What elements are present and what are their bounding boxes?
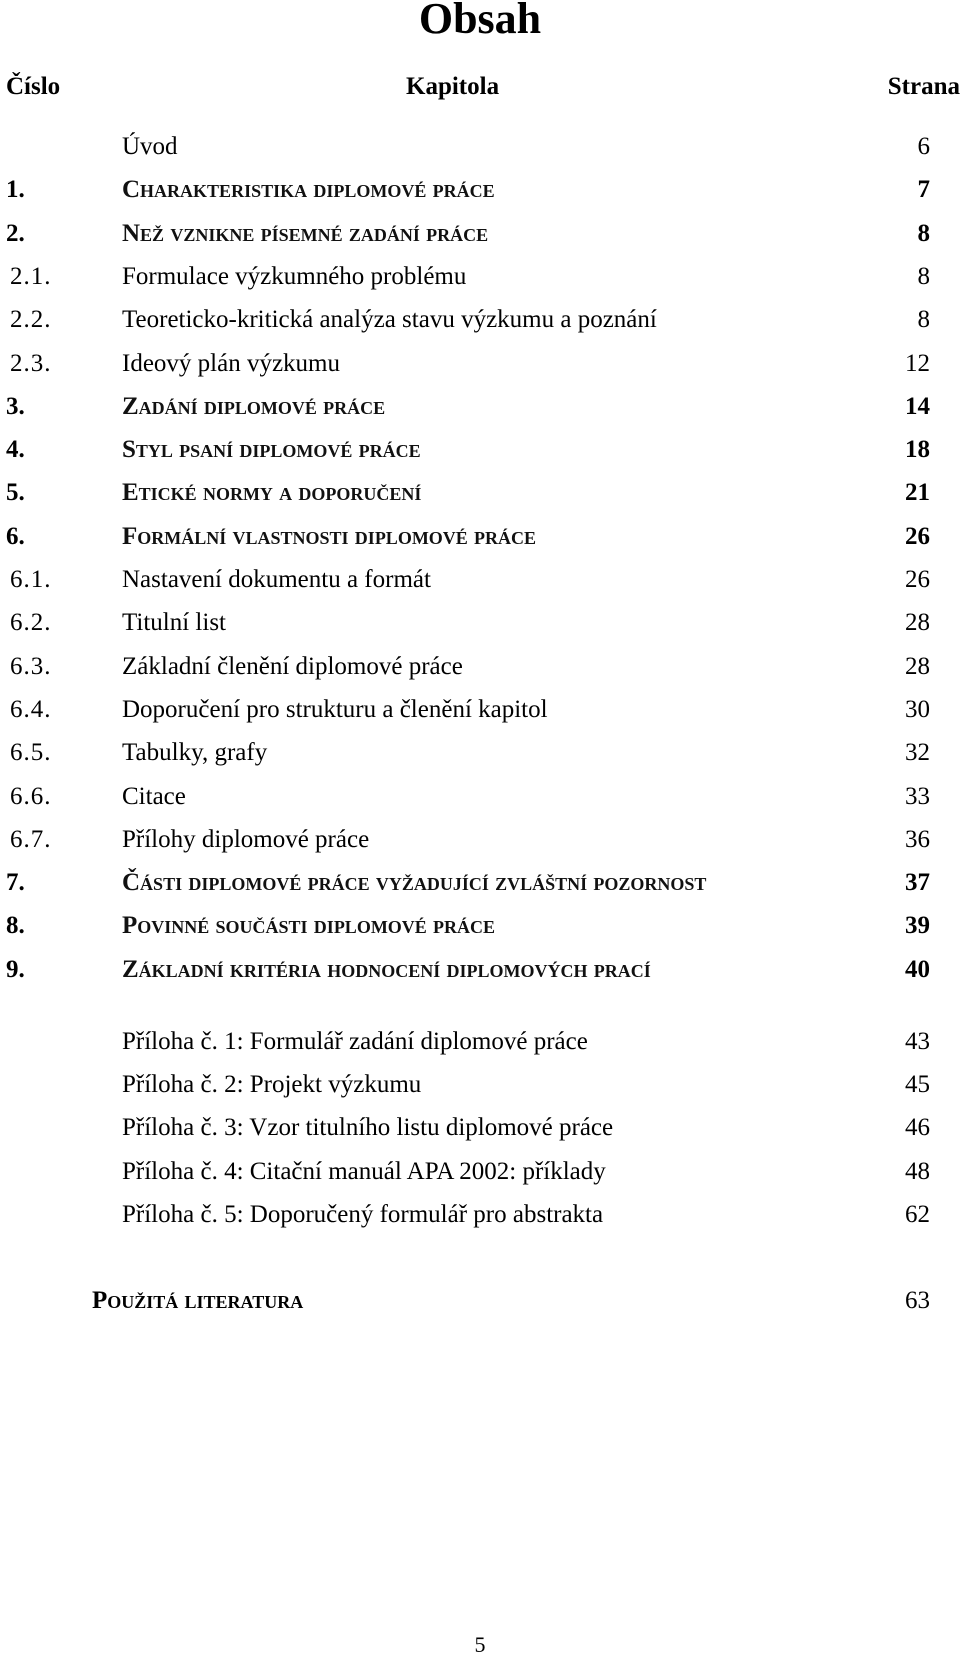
toc-entry-number: 6.6. bbox=[10, 783, 52, 810]
toc-entry-title: Než vznikne písemné zadání práce bbox=[122, 220, 489, 247]
toc-entry[interactable] bbox=[0, 522, 960, 560]
toc-entry[interactable] bbox=[0, 652, 960, 690]
toc-entry-page: 30 bbox=[905, 696, 930, 723]
toc-entry-title: Charakteristika diplomové práce bbox=[122, 176, 495, 203]
toc-entry-page: 8 bbox=[917, 263, 930, 290]
toc-entry-title: Zadání diplomové práce bbox=[122, 393, 386, 420]
toc-entry-title: Citace bbox=[122, 783, 186, 810]
toc-entry-number: 6. bbox=[6, 523, 25, 550]
toc-entry[interactable] bbox=[0, 955, 960, 993]
toc-entry-page: 28 bbox=[905, 653, 930, 680]
toc-entry[interactable] bbox=[0, 219, 960, 257]
toc-entry-title: Úvod bbox=[122, 133, 178, 160]
toc-entry-number: 2. bbox=[6, 220, 25, 247]
toc-entry-title: Nastavení dokumentu a formát bbox=[122, 566, 431, 593]
toc-entry-page: 48 bbox=[905, 1158, 930, 1185]
toc-entry[interactable] bbox=[0, 911, 960, 949]
toc-entry[interactable] bbox=[0, 392, 960, 430]
toc-entry-number: 2.2. bbox=[10, 306, 52, 333]
toc-entry-title: Formální vlastnosti diplomové práce bbox=[122, 523, 537, 550]
toc-entry-title: Části diplomové práce vyžadující zvláštní pozornost bbox=[122, 869, 707, 896]
toc-entry[interactable] bbox=[0, 738, 960, 776]
toc-entry[interactable] bbox=[0, 1113, 960, 1151]
toc-entry-page: 8 bbox=[917, 220, 930, 247]
toc-entry-page: 32 bbox=[905, 739, 930, 766]
toc-entry[interactable] bbox=[0, 695, 960, 733]
toc-entry-title: Použitá literatura bbox=[92, 1287, 304, 1314]
toc-entry-number: 2.1. bbox=[10, 263, 52, 290]
toc-entry-title: Teoreticko-kritická analýza stavu výzkumu a poznání bbox=[122, 306, 657, 333]
toc-entry[interactable] bbox=[0, 132, 960, 170]
toc-entry[interactable] bbox=[0, 349, 960, 387]
toc-entry-page: 43 bbox=[905, 1028, 930, 1055]
toc-entry-page: 46 bbox=[905, 1114, 930, 1141]
toc-entry[interactable] bbox=[0, 262, 960, 300]
toc-entry-number: 6.1. bbox=[10, 566, 52, 593]
toc-entry-number: 5. bbox=[6, 479, 25, 506]
toc-entry-title: Příloha č. 3: Vzor titulního listu diplomové práce bbox=[122, 1114, 614, 1141]
toc-entry-title: Příloha č. 1: Formulář zadání diplomové práce bbox=[122, 1028, 588, 1055]
toc-entry-number: 1. bbox=[6, 176, 25, 203]
toc-entry-title: Příloha č. 2: Projekt výzkumu bbox=[122, 1071, 422, 1098]
toc-entry-page: 62 bbox=[905, 1201, 930, 1228]
toc-entry[interactable] bbox=[0, 478, 960, 516]
toc-entry[interactable] bbox=[0, 1200, 960, 1238]
toc-entry[interactable] bbox=[0, 608, 960, 646]
toc-entry-page: 6 bbox=[917, 133, 930, 160]
toc-entry-page: 40 bbox=[905, 956, 930, 983]
toc-entry-title: Etické normy a doporučení bbox=[122, 479, 422, 506]
toc-entry[interactable] bbox=[0, 868, 960, 906]
toc-entry-page: 14 bbox=[905, 393, 930, 420]
toc-entry-title: Styl psaní diplomové práce bbox=[122, 436, 421, 463]
toc-entry-title: Základní členění diplomové práce bbox=[122, 653, 463, 680]
toc-entry-page: 18 bbox=[905, 436, 930, 463]
header-chapter: Kapitola bbox=[406, 73, 500, 100]
toc-entry-page: 33 bbox=[905, 783, 930, 810]
toc-entry-title: Ideový plán výzkumu bbox=[122, 350, 341, 377]
toc-entry-number: 6.3. bbox=[10, 653, 52, 680]
toc-entry-page: 37 bbox=[905, 869, 930, 896]
toc-entry[interactable] bbox=[0, 175, 960, 213]
toc-entry-page: 63 bbox=[905, 1287, 930, 1314]
toc-entry-page: 8 bbox=[917, 306, 930, 333]
toc-entry-page: 26 bbox=[905, 523, 930, 550]
toc-entry-page: 28 bbox=[905, 609, 930, 636]
toc-entry-page: 45 bbox=[905, 1071, 930, 1098]
toc-entry-number: 9. bbox=[6, 956, 25, 983]
toc-entry[interactable] bbox=[0, 1027, 960, 1065]
toc-entry-title: Titulní list bbox=[122, 609, 226, 636]
toc-entry[interactable] bbox=[0, 825, 960, 863]
toc-entry-number: 4. bbox=[6, 436, 25, 463]
toc-entry-title: Příloha č. 4: Citační manuál APA 2002: příklady bbox=[122, 1158, 606, 1185]
toc-entry-number: 8. bbox=[6, 912, 25, 939]
toc-entry-number: 2.3. bbox=[10, 350, 52, 377]
toc-entry-number: 6.4. bbox=[10, 696, 52, 723]
toc-entry-title: Tabulky, grafy bbox=[122, 739, 268, 766]
page-title: Obsah bbox=[418, 0, 542, 43]
toc-entry-page: 21 bbox=[905, 479, 930, 506]
toc-entry[interactable] bbox=[0, 782, 960, 820]
toc-entry-page: 36 bbox=[905, 826, 930, 853]
toc-entry[interactable] bbox=[0, 305, 960, 343]
toc-entry[interactable] bbox=[0, 565, 960, 603]
toc-entry-number: 6.2. bbox=[10, 609, 52, 636]
toc-entry-number: 6.5. bbox=[10, 739, 52, 766]
toc-entry-title: Příloha č. 5: Doporučený formulář pro abstrakta bbox=[122, 1201, 604, 1228]
toc-entry-number: 7. bbox=[6, 869, 25, 896]
header-page: Strana bbox=[887, 73, 960, 100]
header-number: Číslo bbox=[6, 73, 61, 100]
toc-entry[interactable] bbox=[0, 1070, 960, 1108]
toc-entry-title: Doporučení pro strukturu a členění kapitol bbox=[122, 696, 548, 723]
page-number: 5 bbox=[474, 1632, 486, 1657]
toc-entry-title: Povinné součásti diplomové práce bbox=[122, 912, 496, 939]
toc-entry-page: 7 bbox=[917, 176, 930, 203]
toc-entry-number: 3. bbox=[6, 393, 25, 420]
toc-entry-title: Základní kritéria hodnocení diplomových prací bbox=[122, 956, 651, 983]
toc-entry[interactable] bbox=[0, 1157, 960, 1195]
toc-entry-title: Formulace výzkumného problému bbox=[122, 263, 467, 290]
toc-entry-page: 39 bbox=[905, 912, 930, 939]
toc-entry-title: Přílohy diplomové práce bbox=[122, 826, 370, 853]
toc-entry-number: 6.7. bbox=[10, 826, 52, 853]
toc-entry-page: 12 bbox=[905, 350, 930, 377]
toc-entry[interactable] bbox=[0, 1286, 960, 1324]
toc-entry[interactable] bbox=[0, 435, 960, 473]
toc-entry-page: 26 bbox=[905, 566, 930, 593]
